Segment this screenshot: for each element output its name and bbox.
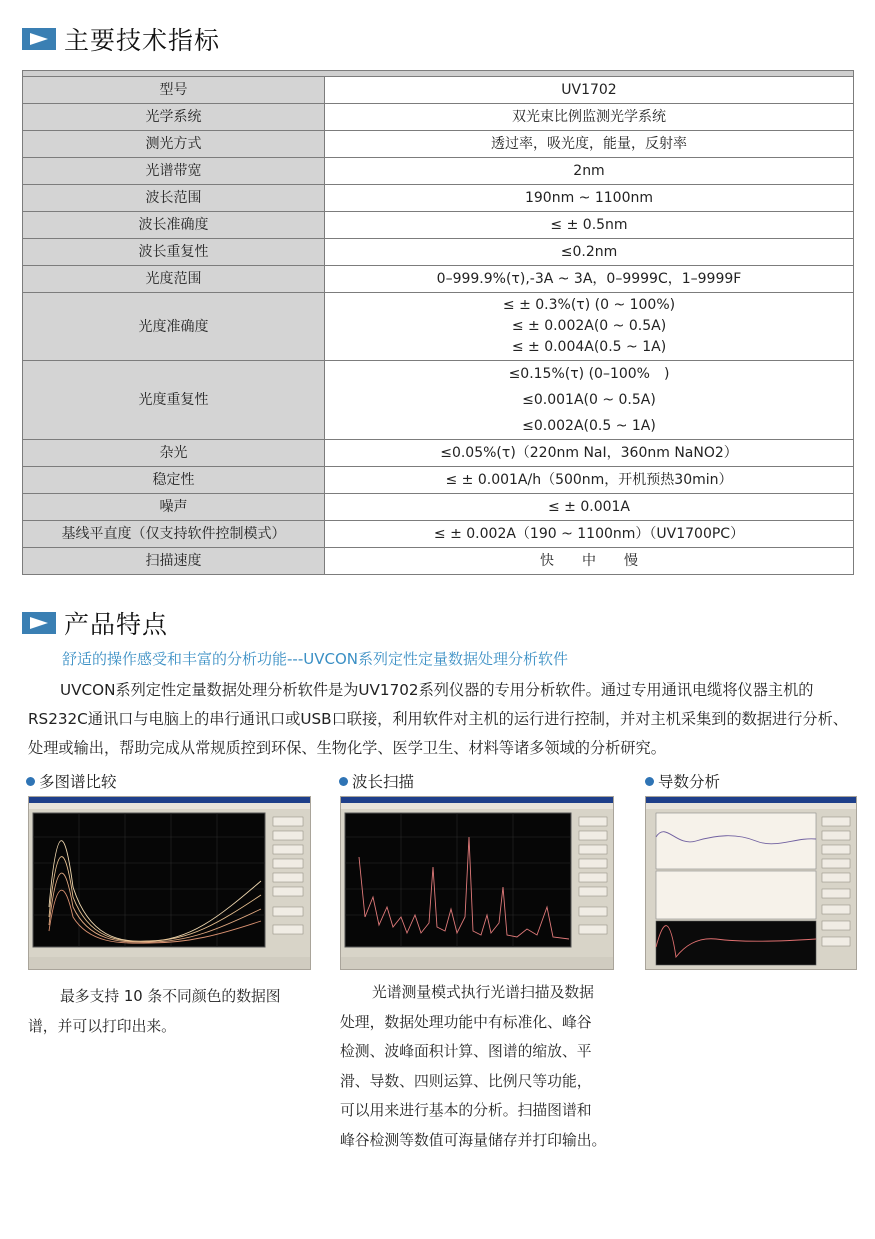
bullet-icon — [645, 777, 654, 786]
feature-title-compare: 多图谱比较 — [26, 770, 117, 792]
section-header-specs — [22, 21, 220, 57]
spec-row — [23, 131, 854, 158]
spec-label: 波长范围 — [23, 185, 325, 212]
spec-value — [325, 158, 854, 185]
spec-value-line: ≤0.001A(0 ~ 0.5A) — [522, 392, 656, 408]
play-arrow-icon — [22, 28, 56, 50]
spec-value — [325, 521, 854, 548]
features-subtitle: 舒适的操作感受和丰富的分析功能---UVCON系列定性定量数据处理分析软件 — [62, 650, 568, 668]
spec-value — [325, 77, 854, 104]
spec-value-line: 190nm ~ 1100nm — [524, 190, 653, 206]
feature-title-derivative: 导数分析 — [645, 770, 720, 792]
spec-row — [23, 440, 854, 467]
spec-value-line: 透过率，吸光度，能量，反射率 — [491, 136, 687, 152]
spec-row — [23, 158, 854, 185]
spec-row — [23, 239, 854, 266]
spec-table — [22, 70, 854, 575]
spec-row — [23, 361, 854, 440]
spec-value — [325, 494, 854, 521]
spec-value — [325, 212, 854, 239]
spec-label: 型号 — [23, 77, 325, 104]
spec-value — [325, 239, 854, 266]
section-title: 产品特点 — [64, 610, 169, 639]
spec-label: 基线平直度（仅支持软件控制模式） — [23, 521, 325, 548]
spec-label: 扫描速度 — [23, 548, 325, 575]
spec-value-line: ≤0.15%(τ) (0–100% ) — [508, 366, 670, 382]
spec-value-line: ≤ ± 0.001A/h（500nm，开机预热30min） — [445, 472, 733, 488]
spec-value-line: 2nm — [573, 163, 605, 179]
spec-value — [325, 131, 854, 158]
spec-row — [23, 521, 854, 548]
spec-value-line: UV1702 — [561, 82, 617, 98]
spec-value — [325, 104, 854, 131]
spec-label: 光度准确度 — [23, 293, 325, 361]
spec-value-line: ≤ ± 0.004A(0.5 ~ 1A) — [511, 339, 667, 355]
spec-row — [23, 185, 854, 212]
spec-row — [23, 266, 854, 293]
spec-value-line: 0–999.9%(τ),-3A ~ 3A，0–9999C，1–9999F — [436, 271, 742, 287]
spec-row — [23, 104, 854, 131]
spec-row — [23, 548, 854, 575]
spec-value — [325, 293, 854, 361]
screenshot-wavelength-scan — [340, 796, 614, 970]
play-arrow-icon — [22, 612, 56, 634]
spec-row — [23, 212, 854, 239]
screenshot-derivative — [645, 796, 857, 970]
spec-label: 波长准确度 — [23, 212, 325, 239]
spec-value-line: ≤0.2nm — [560, 244, 618, 260]
spec-label: 光学系统 — [23, 104, 325, 131]
feature-title-scan: 波长扫描 — [339, 770, 414, 792]
spec-label: 杂光 — [23, 440, 325, 467]
spec-value — [325, 266, 854, 293]
spec-value-line: ≤ ± 0.001A — [547, 499, 631, 515]
spec-value — [325, 440, 854, 467]
spec-value-line: 双光束比例监测光学系统 — [512, 109, 666, 125]
spec-label: 测光方式 — [23, 131, 325, 158]
spec-value-line: ≤0.05%(τ)（220nm NaI，360nm NaNO2） — [440, 445, 738, 461]
spec-row — [23, 77, 854, 104]
section-title: 主要技术指标 — [64, 26, 221, 55]
spec-value — [325, 548, 854, 575]
spec-label: 光谱带宽 — [23, 158, 325, 185]
spec-value — [325, 361, 854, 440]
feature-caption-scan: 光谱测量模式执行光谱扫描及数据 处理，数据处理功能中有标准化、峰谷 检测、波峰面积计算、图谱的缩放、平 滑、导数、四则运算、比例尺等功能， 可以用来进行基本的分析。扫描图谱和 峰谷检测等数值可海量储存并打印输出。 — [340, 984, 607, 1149]
spec-row — [23, 494, 854, 521]
spec-value — [325, 185, 854, 212]
bullet-icon — [26, 777, 35, 786]
spec-value-line: ≤0.002A(0.5 ~ 1A) — [522, 418, 656, 434]
spec-label: 波长重复性 — [23, 239, 325, 266]
screenshot-multi-spectrum — [28, 796, 311, 970]
spec-label: 光度重复性 — [23, 361, 325, 440]
spec-value-line: ≤ ± 0.002A（190 ~ 1100nm）（UV1700PC） — [433, 526, 745, 542]
spec-value-line: ≤ ± 0.5nm — [550, 217, 628, 233]
feature-caption-compare: 最多支持 10 条不同颜色的数据图 谱，并可以打印出来。 — [28, 988, 281, 1035]
spec-value-line: ≤ ± 0.3%(τ) (0 ~ 100%) — [502, 297, 676, 313]
spec-label: 稳定性 — [23, 467, 325, 494]
section-header-features — [22, 605, 168, 641]
spec-label: 光度范围 — [23, 266, 325, 293]
spec-value-line: ≤ ± 0.002A(0 ~ 0.5A) — [511, 318, 667, 334]
spec-row — [23, 467, 854, 494]
features-paragraph: UVCON系列定性定量数据处理分析软件是为UV1702系列仪器的专用分析软件。通过专用通讯电缆将仪器主机的RS232C通讯口与电脑上的串行通讯口或USB口联接，利用软件对主机的运行进行控制，并对主机采集到的数据进行分析、处理或输出，帮助完成从常规质控到环保、生物化学、医学卫生、材料等诸多领域的分析研究。 — [28, 681, 848, 757]
spec-label: 噪声 — [23, 494, 325, 521]
spec-value-line: 快 中 慢 — [540, 553, 638, 569]
bullet-icon — [339, 777, 348, 786]
spec-value — [325, 467, 854, 494]
spec-row — [23, 293, 854, 361]
